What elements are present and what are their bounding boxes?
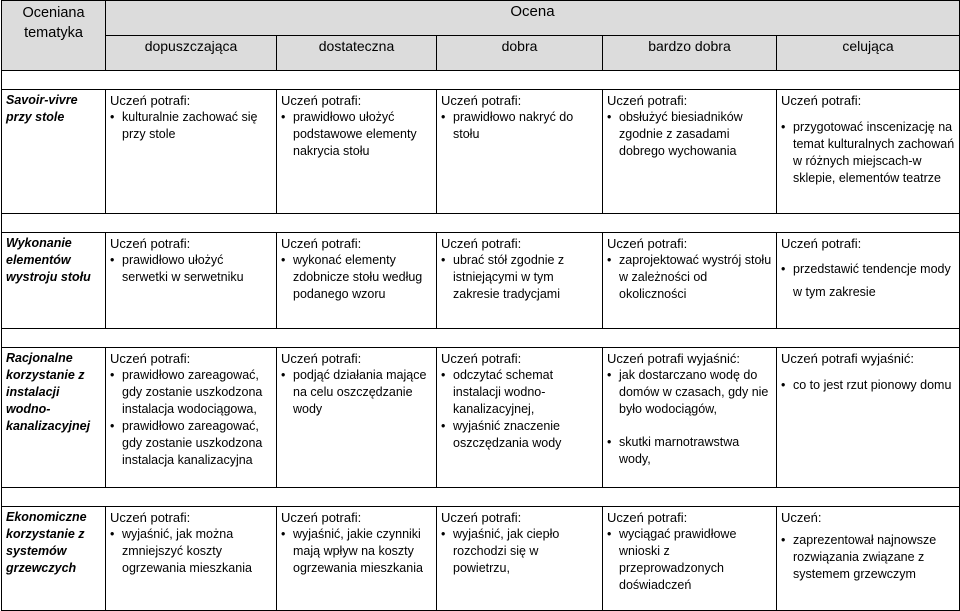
criteria-list bbox=[781, 532, 955, 583]
criteria-list bbox=[281, 526, 432, 577]
criteria-list bbox=[281, 367, 432, 418]
cell-lead: Uczeń potrafi: bbox=[607, 510, 688, 525]
topic-cell: Ekonomiczne korzystanie z systemów grzewczych bbox=[2, 507, 106, 611]
list-item bbox=[607, 109, 772, 160]
criteria-list bbox=[441, 367, 598, 452]
cell-lead: Uczeń potrafi: bbox=[281, 351, 362, 366]
table-row bbox=[2, 90, 960, 214]
item-text: wykonać elementy zdobnicze stołu według podanego wzoru bbox=[293, 253, 423, 301]
criteria-list bbox=[441, 252, 598, 303]
criteria-cell bbox=[603, 90, 777, 214]
criteria-cell bbox=[777, 90, 960, 214]
criteria-list bbox=[607, 367, 772, 468]
criteria-cell bbox=[277, 233, 437, 329]
separator-row bbox=[2, 329, 960, 348]
item-text: podjąć działania mające na celu oszczędzanie wody bbox=[293, 368, 427, 416]
cell-lead: Uczeń potrafi: bbox=[110, 351, 191, 366]
item-text: prawidłowo zareagować, gdy zostanie uszkodzona instalacja wodociągowa, bbox=[122, 368, 263, 416]
criteria-list bbox=[607, 526, 772, 594]
list-item bbox=[110, 252, 272, 286]
criteria-list bbox=[441, 109, 598, 143]
list-item bbox=[607, 367, 772, 418]
criteria-list bbox=[110, 526, 272, 577]
list-item bbox=[110, 418, 272, 469]
item-text: prawidłowo ułożyć serwetki w serwetniku bbox=[122, 253, 244, 284]
topic-cell: Racjonalne korzystanie z instalacji wodno-kanalizacyjnej bbox=[2, 348, 106, 488]
criteria-cell bbox=[603, 507, 777, 611]
cell-lead: Uczeń potrafi: bbox=[441, 510, 522, 525]
criteria-cell bbox=[437, 348, 603, 488]
level-header-1: dopuszczająca bbox=[106, 36, 277, 71]
list-item bbox=[441, 367, 598, 418]
list-item bbox=[441, 252, 598, 303]
cell-lead: Uczeń potrafi: bbox=[110, 510, 191, 525]
criteria-cell bbox=[106, 90, 277, 214]
list-item bbox=[281, 526, 432, 577]
criteria-list bbox=[281, 252, 432, 303]
criteria-list bbox=[110, 367, 272, 469]
separator-row bbox=[2, 214, 960, 233]
grading-criteria-table bbox=[1, 0, 960, 611]
criteria-cell bbox=[106, 348, 277, 488]
item-text: przygotować inscenizację na temat kulturalnych zachowań w różnych miejscach-w sklepie, elementów teatrze bbox=[793, 120, 955, 185]
list-item bbox=[441, 418, 598, 452]
list-item bbox=[781, 258, 955, 304]
item-text: wyjaśnić, jak ciepło rozchodzi się w powietrzu, bbox=[453, 527, 560, 575]
item-text: kulturalnie zachować się przy stole bbox=[122, 110, 258, 141]
item-text: prawidłowo ułożyć podstawowe elementy nakrycia stołu bbox=[293, 110, 417, 158]
criteria-cell bbox=[277, 90, 437, 214]
separator-row bbox=[2, 71, 960, 90]
header-row-grade bbox=[2, 1, 960, 36]
cell-lead: Uczeń: bbox=[781, 510, 822, 525]
cell-lead: Uczeń potrafi: bbox=[281, 510, 362, 525]
cell-lead: Uczeń potrafi: bbox=[607, 93, 688, 108]
cell-lead: Uczeń potrafi: bbox=[281, 93, 362, 108]
cell-lead: Uczeń potrafi: bbox=[110, 93, 191, 108]
criteria-cell bbox=[277, 507, 437, 611]
header-row-levels bbox=[2, 36, 960, 71]
item-text: wyjaśnić, jak można zmniejszyć koszty ogrzewania mieszkania bbox=[122, 527, 252, 575]
list-item bbox=[607, 434, 772, 468]
cell-lead: Uczeń potrafi wyjaśnić: bbox=[607, 351, 740, 366]
cell-lead: Uczeń potrafi: bbox=[110, 236, 191, 251]
criteria-cell bbox=[106, 233, 277, 329]
item-text: zaprezentował najnowsze rozwiązania związane z systemem grzewczym bbox=[793, 533, 937, 581]
criteria-list bbox=[781, 119, 955, 187]
criteria-list bbox=[781, 377, 955, 394]
level-header-5: celująca bbox=[777, 36, 960, 71]
criteria-cell bbox=[106, 507, 277, 611]
table-row bbox=[2, 507, 960, 611]
item-text: wyciągać prawidłowe wnioski z przeprowadzonych doświadczeń bbox=[619, 527, 737, 592]
list-item bbox=[110, 109, 272, 143]
criteria-list bbox=[110, 109, 272, 143]
list-item bbox=[441, 526, 598, 577]
criteria-list bbox=[607, 109, 772, 160]
cell-lead: Uczeń potrafi: bbox=[441, 236, 522, 251]
table-row bbox=[2, 348, 960, 488]
criteria-cell bbox=[777, 233, 960, 329]
list-item bbox=[781, 532, 955, 583]
list-item bbox=[441, 109, 598, 143]
topic-cell: Wykonanie elementów wystroju stołu bbox=[2, 233, 106, 329]
cell-lead: Uczeń potrafi wyjaśnić: bbox=[781, 351, 914, 366]
item-text: jak dostarczano wodę do domów w czasach, gdy nie było wodociągów, bbox=[619, 368, 769, 416]
separator-row bbox=[2, 488, 960, 507]
cell-lead: Uczeń potrafi: bbox=[781, 93, 862, 108]
item-text: skutki marnotrawstwa wody, bbox=[619, 435, 740, 466]
grade-header: Ocena bbox=[106, 1, 960, 36]
level-header-3: dobra bbox=[437, 36, 603, 71]
criteria-list bbox=[441, 526, 598, 577]
list-item bbox=[281, 252, 432, 303]
topic-column-header: Oceniana tematyka bbox=[2, 1, 106, 71]
table-row bbox=[2, 233, 960, 329]
criteria-cell bbox=[437, 90, 603, 214]
item-text: wyjaśnić, jakie czynniki mają wpływ na koszty ogrzewania mieszkania bbox=[293, 527, 423, 575]
list-item bbox=[781, 377, 955, 394]
item-text: co to jest rzut pionowy domu bbox=[793, 378, 952, 392]
list-item bbox=[281, 367, 432, 418]
item-text: prawidłowo nakryć do stołu bbox=[453, 110, 574, 141]
item-text: ubrać stół zgodnie z istniejącymi w tym zakresie tradycjami bbox=[453, 253, 565, 301]
list-item bbox=[607, 526, 772, 594]
item-text: prawidłowo zareagować, gdy zostanie uszkodzona instalacja kanalizacyjna bbox=[122, 419, 263, 467]
level-header-4: bardzo dobra bbox=[603, 36, 777, 71]
cell-lead: Uczeń potrafi: bbox=[781, 236, 862, 251]
item-text: odczytać schemat instalacji wodno-kanalizacyjnej, bbox=[453, 368, 554, 416]
criteria-cell bbox=[437, 233, 603, 329]
list-item bbox=[110, 367, 272, 418]
item-text: przedstawić tendencje mody w tym zakresie bbox=[793, 262, 951, 299]
criteria-list bbox=[781, 258, 955, 304]
list-item bbox=[781, 119, 955, 187]
criteria-cell bbox=[437, 507, 603, 611]
cell-lead: Uczeń potrafi: bbox=[441, 93, 522, 108]
criteria-list bbox=[281, 109, 432, 160]
criteria-cell bbox=[277, 348, 437, 488]
criteria-cell bbox=[603, 348, 777, 488]
criteria-cell bbox=[777, 348, 960, 488]
cell-lead: Uczeń potrafi: bbox=[607, 236, 688, 251]
cell-lead: Uczeń potrafi: bbox=[441, 351, 522, 366]
topic-cell: Savoir-vivre przy stole bbox=[2, 90, 106, 214]
criteria-list bbox=[607, 252, 772, 303]
item-text: wyjaśnić znaczenie oszczędzania wody bbox=[453, 419, 562, 450]
criteria-cell bbox=[777, 507, 960, 611]
criteria-cell bbox=[603, 233, 777, 329]
cell-lead: Uczeń potrafi: bbox=[281, 236, 362, 251]
list-item bbox=[607, 252, 772, 303]
criteria-list bbox=[110, 252, 272, 286]
item-text: obsłużyć biesiadników zgodnie z zasadami dobrego wychowania bbox=[619, 110, 743, 158]
item-text: zaprojektować wystrój stołu w zależności od okoliczności bbox=[619, 253, 772, 301]
level-header-2: dostateczna bbox=[277, 36, 437, 71]
list-item bbox=[281, 109, 432, 160]
list-item bbox=[110, 526, 272, 577]
